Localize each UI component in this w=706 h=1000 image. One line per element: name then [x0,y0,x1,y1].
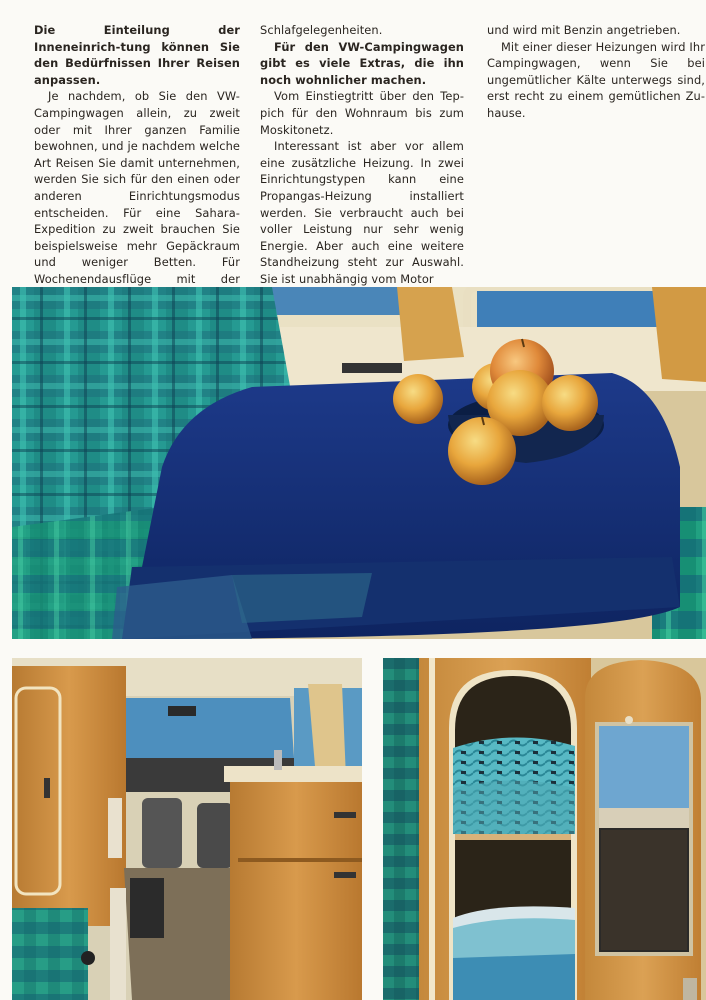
body-paragraph: Vom Einstiegtritt über den Teppich für den Wohnraum bis zum Moskitonetz. [260,89,464,137]
photo-wardrobe-bedding [383,658,706,1000]
body-paragraph: Mit einer dieser Heizungen wird Ihr Campingwagen, wenn Sie bei ungemütlicher Kälte unterwegs sind, erst recht zu einem gemütlichen Zuhause. [487,39,705,120]
photo-dinette-table [12,287,706,639]
text-column-2 [260,22,464,288]
body-paragraph: Je nachdem, ob Sie den VW-Campingwagen allein, zu zweit oder mit Ihrer ganzen Familie bewohnen, und je nachdem welche Art Reisen Sie damit unternehmen, werden Sie sich für den einen oder anderen Einrichtungsmodus entscheiden. Für eine Sahara-Expedition zu zweit brauchen Sie beispielsweise mehr Gepäckraum und weniger Betten. Für Wochenendausflüge mit der [34,89,240,286]
body-paragraph: Schlafgelegenheiten. [260,23,383,37]
emphasis-paragraph: Für den VW-Campingwagen gibt es viele Extras, die ihn noch wohnlicher machen. [260,39,464,87]
body-paragraph: und wird mit Benzin angetrieben. [487,23,681,37]
text-column-3 [487,22,705,122]
photo-interior-kitchen [12,658,362,1000]
body-paragraph: Interessant ist aber vor allem eine zusätzliche Heizung. In zwei Einrichtungstypen kann eine Propangas-Heizung installiert werden. Sie verbraucht auch bei voller Leistung nur sehr wenig Energie. Aber auch eine weitere Standheizung steht zur Auswahl. Sie ist unabhängig vom Motor [260,139,464,286]
text-column-1 [34,22,240,321]
lead-paragraph: Die Einteilung der Inneneinrich-tung können Sie den Bedürfnissen Ihrer Reisen anpassen. [34,23,240,87]
